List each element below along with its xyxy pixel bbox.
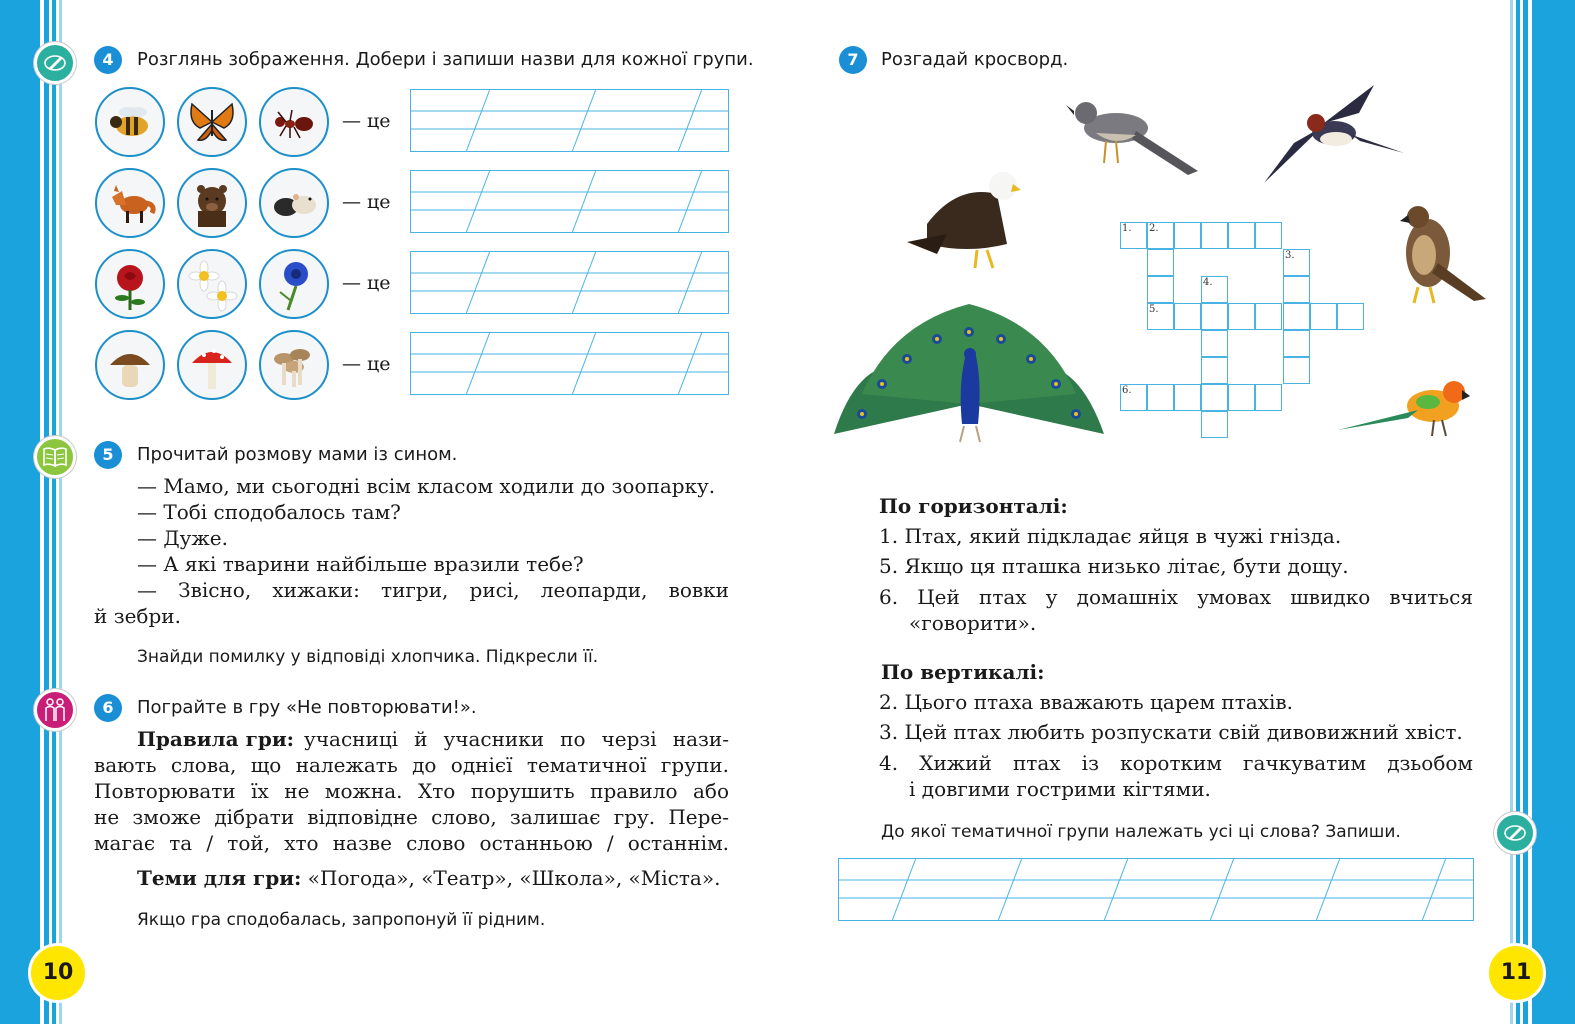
right-stripe-white — [1528, 0, 1532, 1024]
crossword-cell[interactable] — [1228, 384, 1255, 411]
mushroom-icon — [95, 330, 165, 400]
writing-lines-row4[interactable] — [410, 332, 730, 396]
task-number-badge: 6 — [94, 694, 122, 722]
crossword-cell[interactable] — [1228, 222, 1255, 249]
rose-icon — [95, 249, 165, 319]
crossword-number-2: 2. — [1149, 223, 1159, 234]
book-icon — [34, 436, 76, 478]
task7-question: До якої тематичної групи належать усі ці слова? Запиши. — [881, 822, 1401, 842]
cuckoo-icon — [1066, 93, 1201, 178]
fly-agaric-icon — [177, 330, 247, 400]
crossword-cell[interactable] — [1147, 384, 1174, 411]
dialogue-line-3: — Дуже. — [137, 526, 228, 550]
task-number-badge: 7 — [839, 46, 867, 74]
horizontal-clue-5: 5. Якщо ця пташка низько літає, бути дощу. — [879, 554, 1349, 578]
crossword-cell[interactable] — [1228, 303, 1255, 330]
crossword-cell[interactable] — [1174, 384, 1201, 411]
writing-lines-row3[interactable] — [410, 251, 730, 315]
rules-line-4: не зможе дібрати відповідне слово, залишає гру. Пере- — [94, 805, 729, 829]
write-task-icon — [1494, 812, 1536, 854]
crossword-cell[interactable] — [1310, 303, 1337, 330]
bear-icon — [177, 168, 247, 238]
parrot-icon — [1338, 374, 1478, 444]
rules-line-2: вають слова, що належать до однієї тематичної групи. — [94, 753, 729, 777]
crossword-cell[interactable] — [1147, 249, 1174, 276]
crossword-cell[interactable] — [1147, 276, 1174, 303]
task5-question: Знайди помилку у відповіді хлопчика. Підкресли її. — [137, 647, 599, 667]
crossword-cell[interactable] — [1201, 330, 1228, 357]
vertical-clue-2: 2. Цього птаха вважають царем птахів. — [879, 690, 1294, 714]
page-number-left: 10 — [28, 943, 88, 1003]
crossword-number-3: 3. — [1285, 250, 1295, 261]
right-stripe-blue-2 — [1516, 0, 1520, 1024]
vertical-title: По вертикалі: — [881, 660, 1045, 684]
crossword-cell[interactable] — [1283, 330, 1310, 357]
row-label: — це — [342, 110, 391, 132]
vertical-clue-4-cont: і довгими гострими кігтями. — [909, 777, 1211, 801]
crossword-cell[interactable] — [1255, 222, 1282, 249]
dialogue-line-2: — Тобі сподобалось там? — [137, 500, 401, 524]
task6-instruction: Пограйте в гру «Не повторювати!». — [137, 697, 477, 718]
right-stripe-blue — [1523, 0, 1528, 1024]
row-label: — це — [342, 191, 391, 213]
horizontal-clue-1: 1. Птах, який підкладає яйця в чужі гнізда. — [879, 524, 1342, 548]
themes-list: «Погода», «Театр», «Школа», «Міста». — [307, 866, 721, 890]
rules-line-1 — [137, 726, 729, 752]
crossword-cell[interactable] — [1283, 276, 1310, 303]
crossword-cell[interactable] — [1174, 303, 1201, 330]
chamomile-icon — [177, 249, 247, 319]
dialogue-line-6: й зебри. — [94, 604, 181, 628]
pair-work-icon — [34, 689, 76, 731]
task5-instruction: Прочитай розмову мами із сином. — [137, 444, 458, 465]
hamster-icon — [259, 168, 329, 238]
crossword-cell[interactable] — [1174, 222, 1201, 249]
peacock-icon — [832, 304, 1107, 444]
crossword-number-4: 4. — [1203, 277, 1213, 288]
mushrooms-icon — [259, 330, 329, 400]
task6-footer: Якщо гра сподобалась, запропонуй її рідним. — [137, 910, 546, 930]
crossword-cell[interactable] — [1201, 222, 1228, 249]
crossword-cell[interactable] — [1283, 357, 1310, 384]
row-label: — це — [342, 353, 391, 375]
eagle-icon — [907, 164, 1022, 274]
crossword-number-1: 1. — [1122, 223, 1132, 234]
cornflower-icon — [259, 249, 329, 319]
fox-icon — [95, 168, 165, 238]
writing-lines-answer[interactable] — [838, 858, 1475, 922]
task-number-badge: 4 — [94, 46, 122, 74]
ant-icon — [259, 87, 329, 157]
crossword-number-6: 6. — [1122, 385, 1132, 396]
butterfly-icon — [177, 87, 247, 157]
right-margin-band — [1532, 0, 1575, 1024]
dialogue-line-4: — А які тварини найбільше вразили тебе? — [137, 552, 584, 576]
crossword-number-5: 5. — [1149, 304, 1159, 315]
task-number-badge: 5 — [94, 441, 122, 469]
themes-line — [137, 865, 720, 891]
crossword-cell[interactable] — [1201, 303, 1228, 330]
horizontal-clue-6: 6. Цей птах у домашніх умовах швидко вчиться — [879, 585, 1473, 609]
bee-icon — [95, 87, 165, 157]
left-stripe-light — [59, 0, 62, 1024]
right-stripe-white-3 — [1513, 0, 1516, 1024]
dialogue-line-1: — Мамо, ми сьогодні всім класом ходили до зоопарку. — [137, 474, 716, 498]
write-task-icon — [34, 42, 76, 84]
vertical-clue-3: 3. Цей птах любить розпускати свій дивовижний хвіст. — [879, 720, 1463, 744]
left-margin-band — [0, 0, 40, 1024]
hawk-icon — [1388, 203, 1488, 308]
crossword-cell[interactable] — [1255, 384, 1282, 411]
horizontal-title: По горизонталі: — [879, 494, 1068, 518]
swallow-icon — [1264, 83, 1409, 188]
rules-text-1: учасниці й учасники по черзі нази- — [304, 727, 729, 751]
task4-instruction: Розглянь зображення. Добери і запиши назви для кожної групи. — [137, 49, 754, 70]
crossword-cell[interactable] — [1201, 357, 1228, 384]
task7-instruction: Розгадай кросворд. — [881, 49, 1069, 70]
crossword-cell[interactable] — [1201, 384, 1228, 411]
right-stripe-white-2 — [1520, 0, 1523, 1024]
crossword-cell[interactable] — [1337, 303, 1364, 330]
rules-title: Правила гри: — [137, 727, 295, 751]
writing-lines-row1[interactable] — [410, 89, 730, 153]
dialogue-line-5: — Звісно, хижаки: тигри, рисі, леопарди, вовки — [137, 578, 729, 602]
crossword-cell[interactable] — [1201, 411, 1228, 438]
right-stripe-light — [1510, 0, 1513, 1024]
writing-lines-row2[interactable] — [410, 170, 730, 234]
vertical-clue-4: 4. Хижий птах із коротким гачкуватим дзьобом — [879, 751, 1473, 775]
themes-title: Теми для гри: — [137, 866, 302, 890]
crossword-cell[interactable] — [1255, 303, 1282, 330]
rules-line-5: магає та / той, хто назве слово останньою / останнім. — [94, 831, 729, 855]
page-number-right: 11 — [1486, 943, 1546, 1003]
crossword-cell[interactable] — [1283, 303, 1310, 330]
row-label: — це — [342, 272, 391, 294]
rules-line-3: Повторювати їх не можна. Хто порушить правило або — [94, 779, 729, 803]
horizontal-clue-6-cont: «говорити». — [909, 611, 1037, 635]
